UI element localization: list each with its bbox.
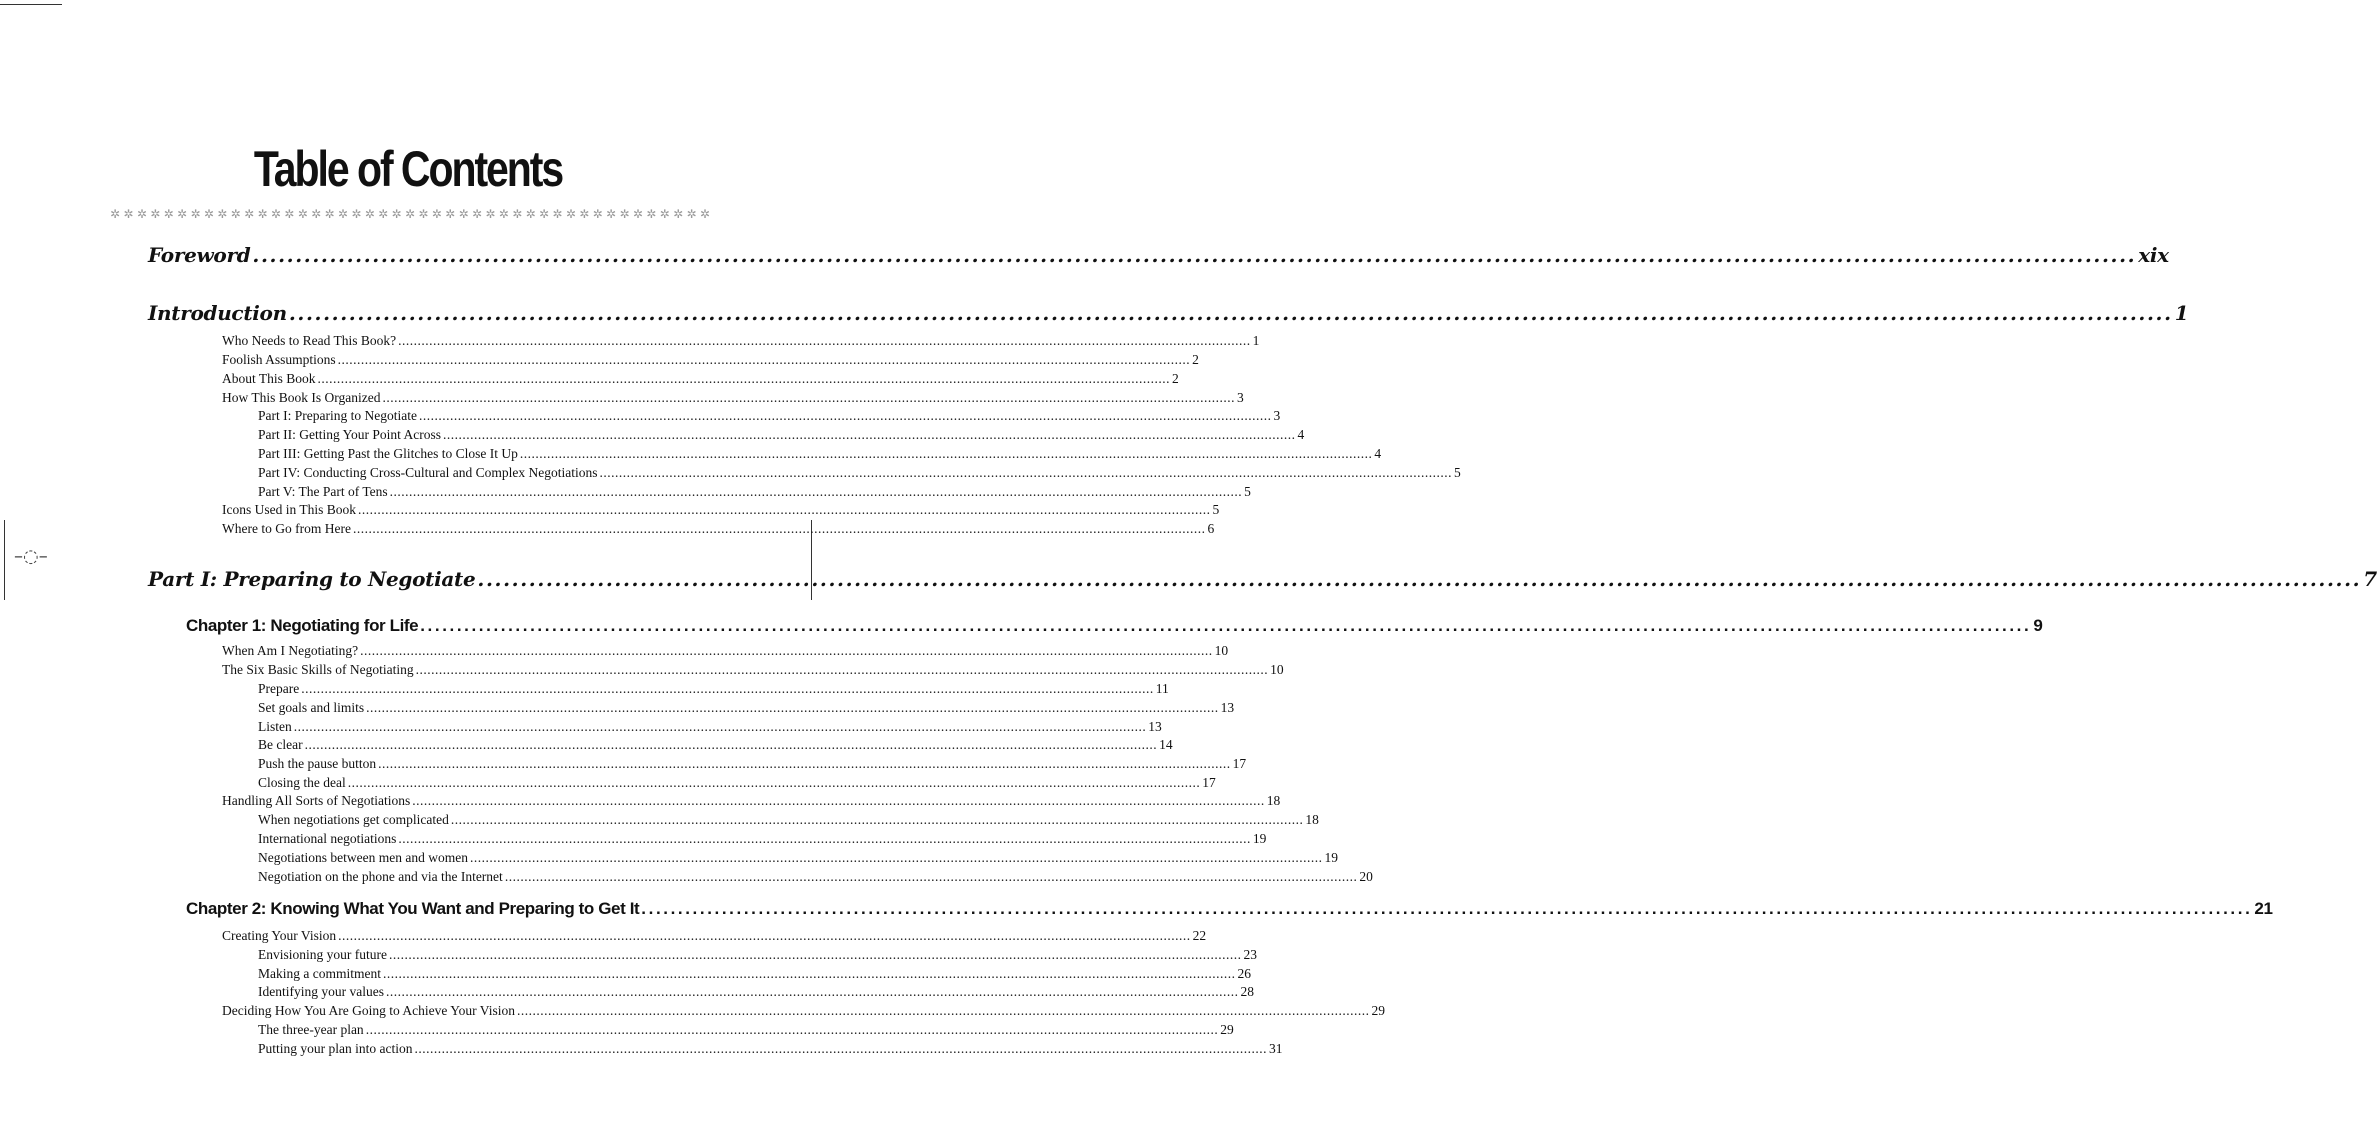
toc-entry-row[interactable] bbox=[222, 928, 1207, 946]
dot-leader: ............................................................................................................................................................................................................................ bbox=[358, 502, 1211, 517]
toc-major-row[interactable] bbox=[148, 567, 2377, 593]
toc-page-number: 21 bbox=[2254, 899, 2273, 918]
star-ornament-icon: ✲ bbox=[150, 207, 161, 221]
toc-entry-row[interactable] bbox=[222, 333, 1260, 351]
dot-leader: ............................................................................................................................................................................................................................ bbox=[420, 616, 2032, 635]
star-ornament-icon: ✲ bbox=[512, 207, 523, 221]
toc-entry-row[interactable] bbox=[222, 390, 1244, 408]
star-ornament-icon: ✲ bbox=[686, 207, 697, 221]
star-ornament-icon: ✲ bbox=[177, 207, 188, 221]
toc-page-number: 5 bbox=[1244, 484, 1251, 499]
toc-page-number: 7 bbox=[2363, 567, 2377, 591]
dot-leader: ............................................................................................................................................................................................................................ bbox=[477, 567, 2362, 591]
toc-entry-row[interactable] bbox=[222, 502, 1220, 520]
dot-leader: ............................................................................................................................................................................................................................ bbox=[504, 869, 1358, 884]
toc-page-number: 6 bbox=[1207, 521, 1215, 536]
toc-page-number: 5 bbox=[1212, 502, 1220, 517]
toc-entry-row[interactable] bbox=[258, 984, 1254, 1002]
dot-leader: ............................................................................................................................................................................................................................ bbox=[304, 737, 1158, 752]
toc-entry-row[interactable] bbox=[258, 947, 1257, 965]
toc-page-number: 29 bbox=[1371, 1003, 1385, 1018]
toc-label: Part II: Getting Your Point Across bbox=[258, 427, 442, 442]
toc-label: About This Book bbox=[222, 371, 316, 386]
toc-label: Negotiations between men and women bbox=[258, 850, 468, 865]
toc-label: Part V: The Part of Tens bbox=[258, 484, 388, 499]
toc-entry-row[interactable] bbox=[258, 408, 1281, 426]
star-ornament-icon: ✲ bbox=[110, 207, 121, 221]
toc-page-number: 18 bbox=[1305, 812, 1319, 827]
toc-entry-row[interactable] bbox=[222, 521, 1215, 539]
star-ornament-icon: ✲ bbox=[592, 207, 603, 221]
toc-page-number: 14 bbox=[1159, 737, 1173, 752]
toc-label: Foolish Assumptions bbox=[222, 352, 336, 367]
star-ornament-icon: ✲ bbox=[552, 207, 563, 221]
toc-page-number: 2 bbox=[1192, 352, 1199, 367]
toc-page-number: 11 bbox=[1155, 681, 1169, 696]
star-ornament-icon: ✲ bbox=[565, 207, 576, 221]
toc-label: Closing the deal bbox=[258, 775, 346, 790]
toc-page-number: 29 bbox=[1220, 1022, 1234, 1037]
star-ornament-icon: ✲ bbox=[284, 207, 295, 221]
toc-entry-row[interactable] bbox=[258, 446, 1382, 464]
toc-page-number: 10 bbox=[1270, 662, 1284, 677]
dot-leader: ............................................................................................................................................................................................................................ bbox=[641, 899, 2253, 918]
star-ornament-icon: ✲ bbox=[619, 207, 630, 221]
dot-leader: ............................................................................................................................................................................................................................ bbox=[388, 947, 1242, 962]
star-ornament-icon: ✲ bbox=[445, 207, 456, 221]
dot-leader: ............................................................................................................................................................................................................................ bbox=[385, 984, 1239, 999]
toc-entry-row[interactable] bbox=[258, 484, 1251, 502]
dot-leader: ............................................................................................................................................................................................................................ bbox=[337, 352, 1191, 367]
toc-entry-row[interactable] bbox=[222, 352, 1199, 370]
star-ornament-icon: ✲ bbox=[458, 207, 469, 221]
toc-entry-row[interactable] bbox=[258, 831, 1267, 849]
dot-leader: ............................................................................................................................................................................................................................ bbox=[516, 1003, 1370, 1018]
toc-page-number: 3 bbox=[1237, 390, 1244, 405]
toc-entry-row[interactable] bbox=[222, 793, 1281, 811]
toc-label: Push the pause button bbox=[258, 756, 377, 771]
star-ornament-icon: ✲ bbox=[378, 207, 389, 221]
toc-entry-row[interactable] bbox=[222, 371, 1179, 389]
toc-label: The Six Basic Skills of Negotiating bbox=[222, 662, 414, 677]
toc-entry-row[interactable] bbox=[258, 966, 1251, 984]
dot-leader: ............................................................................................................................................................................................................................ bbox=[398, 831, 1251, 846]
dot-leader: ............................................................................................................................................................................................................................ bbox=[360, 643, 1213, 658]
toc-label: How This Book Is Organized bbox=[222, 390, 381, 405]
page-title: Table of Contents bbox=[253, 141, 563, 197]
dot-leader: ............................................................................................................................................................................................................................ bbox=[352, 521, 1206, 536]
star-ornament-icon: ✲ bbox=[539, 207, 550, 221]
toc-entry-row[interactable] bbox=[258, 775, 1216, 793]
toc-entry-row[interactable] bbox=[258, 700, 1235, 718]
crop-mark-top-left bbox=[0, 4, 62, 5]
toc-label: Introduction bbox=[148, 301, 287, 325]
star-ornament-icon: ✲ bbox=[646, 207, 657, 221]
toc-label: Part IV: Conducting Cross-Cultural and Complex Negotiations bbox=[258, 465, 598, 480]
toc-page-number: 1 bbox=[1252, 333, 1260, 348]
crop-mark-left bbox=[4, 520, 5, 600]
star-ornament-icon: ✲ bbox=[471, 207, 483, 221]
toc-page-number: 5 bbox=[1453, 465, 1461, 480]
dot-leader: ............................................................................................................................................................................................................................ bbox=[288, 301, 2173, 325]
star-ornament-icon: ✲ bbox=[391, 207, 402, 221]
star-ornament-icon: ✲ bbox=[606, 207, 617, 221]
star-ornament-icon: ✲ bbox=[297, 207, 308, 221]
toc-major-row[interactable] bbox=[148, 301, 2189, 327]
toc-label: Chapter 2: Knowing What You Want and Preparing to Get It bbox=[186, 899, 640, 918]
toc-label: Chapter 1: Negotiating for Life bbox=[186, 616, 419, 635]
toc-label: Who Needs to Read This Book? bbox=[222, 333, 397, 348]
toc-entry-row[interactable] bbox=[258, 869, 1373, 887]
toc-page-number: 28 bbox=[1240, 984, 1254, 999]
toc-page-number: 9 bbox=[2033, 616, 2043, 635]
dot-leader: ............................................................................................................................................................................................................................ bbox=[519, 446, 1373, 461]
toc-page-number: 1 bbox=[2174, 301, 2189, 325]
toc-entry-row[interactable] bbox=[222, 643, 1229, 661]
star-ornament-icon: ✲ bbox=[230, 207, 241, 221]
dot-leader: ............................................................................................................................................................................................................................ bbox=[293, 719, 1147, 734]
toc-label: Listen bbox=[258, 719, 292, 734]
toc-entry-row[interactable] bbox=[258, 850, 1338, 868]
toc-chapter-row[interactable] bbox=[186, 616, 2043, 638]
dot-leader: ............................................................................................................................................................................................................................ bbox=[450, 812, 1304, 827]
toc-label: Deciding How You Are Going to Achieve Your Vision bbox=[222, 1003, 515, 1018]
star-ornament-icon: ✲ bbox=[404, 207, 415, 221]
dot-leader: ............................................................................................................................................................................................................................ bbox=[366, 700, 1219, 715]
star-ornament-icon: ✲ bbox=[270, 207, 281, 221]
decorative-star-rule bbox=[110, 206, 710, 222]
star-ornament-icon: ✲ bbox=[699, 207, 710, 221]
toc-label: Set goals and limits bbox=[258, 700, 365, 715]
toc-page-number: 20 bbox=[1359, 869, 1373, 884]
toc-page-number: 3 bbox=[1273, 408, 1281, 423]
star-ornament-icon: ✲ bbox=[525, 207, 536, 221]
toc-entry-row[interactable] bbox=[258, 719, 1162, 737]
toc-label: Identifying your values bbox=[258, 984, 384, 999]
toc-page-number: 19 bbox=[1324, 850, 1338, 865]
dot-leader: ............................................................................................................................................................................................................................ bbox=[443, 427, 1296, 442]
star-ornament-icon: ✲ bbox=[498, 207, 509, 221]
dot-leader: ............................................................................................................................................................................................................................ bbox=[389, 484, 1243, 499]
toc-page-number: 17 bbox=[1202, 775, 1216, 790]
toc-label: Icons Used in This Book bbox=[222, 502, 356, 517]
dot-leader: ............................................................................................................................................................................................................................ bbox=[301, 681, 1154, 696]
toc-label: Putting your plan into action bbox=[258, 1041, 413, 1056]
toc-label: The three-year plan bbox=[258, 1022, 364, 1037]
toc-entry-row[interactable] bbox=[222, 1003, 1385, 1021]
star-ornament-icon: ✲ bbox=[579, 207, 590, 221]
toc-label: Where to Go from Here bbox=[222, 521, 351, 536]
toc-page-number: 13 bbox=[1220, 700, 1235, 715]
star-ornament-icon: ✲ bbox=[217, 207, 228, 221]
toc-label: Prepare bbox=[258, 681, 300, 696]
toc-page-number: 13 bbox=[1148, 719, 1162, 734]
star-ornament-icon: ✲ bbox=[311, 207, 322, 221]
star-ornament-icon: ✲ bbox=[364, 207, 375, 221]
toc-page-number: 17 bbox=[1232, 756, 1247, 771]
toc-page-number: 23 bbox=[1243, 947, 1257, 962]
toc-entry-row[interactable] bbox=[258, 427, 1305, 445]
toc-page-number: 4 bbox=[1374, 446, 1382, 461]
dot-leader: ............................................................................................................................................................................................................................ bbox=[414, 1041, 1267, 1056]
star-ornament-icon: ✲ bbox=[431, 207, 442, 221]
toc-page-number: xix bbox=[2138, 243, 2169, 267]
toc-chapter-row[interactable] bbox=[186, 899, 2273, 921]
star-ornament-icon: ✲ bbox=[337, 207, 348, 221]
dot-leader: ............................................................................................................................................................................................................................ bbox=[365, 1022, 1219, 1037]
toc-label: Part III: Getting Past the Glitches to Close It Up bbox=[258, 446, 518, 461]
star-ornament-icon: ✲ bbox=[163, 207, 174, 221]
star-ornament-icon: ✲ bbox=[673, 207, 684, 221]
dot-leader: ............................................................................................................................................................................................................................ bbox=[418, 408, 1272, 423]
dot-leader: ............................................................................................................................................................................................................................ bbox=[398, 333, 1251, 348]
star-ornament-icon: ✲ bbox=[244, 207, 255, 221]
toc-page-number: 10 bbox=[1214, 643, 1229, 658]
toc-page-number: 26 bbox=[1237, 966, 1251, 981]
star-ornament-icon: ✲ bbox=[190, 207, 201, 221]
toc-entry-row[interactable] bbox=[258, 756, 1247, 774]
dot-leader: ............................................................................................................................................................................................................................ bbox=[382, 390, 1235, 405]
toc-label: Negotiation on the phone and via the Internet bbox=[258, 869, 503, 884]
star-ornament-icon: ✲ bbox=[351, 207, 362, 221]
toc-entry-row[interactable] bbox=[258, 465, 1461, 483]
toc-label: Foreword bbox=[148, 243, 251, 267]
toc-entry-row[interactable] bbox=[258, 737, 1173, 755]
dot-leader: ............................................................................................................................................................................................................................ bbox=[599, 465, 1452, 480]
toc-label: When Am I Negotiating? bbox=[222, 643, 359, 658]
toc-page-number: 4 bbox=[1297, 427, 1305, 442]
toc-page-number: 18 bbox=[1266, 793, 1281, 808]
toc-entry-row[interactable] bbox=[258, 1041, 1283, 1059]
star-ornament-icon: ✲ bbox=[418, 207, 429, 221]
toc-label: When negotiations get complicated bbox=[258, 812, 449, 827]
dot-leader: ............................................................................................................................................................................................................................ bbox=[252, 243, 2137, 267]
toc-major-row[interactable] bbox=[148, 243, 2169, 269]
dot-leader: ............................................................................................................................................................................................................................ bbox=[338, 928, 1191, 943]
dot-leader: ............................................................................................................................................................................................................................ bbox=[415, 662, 1269, 677]
star-ornament-icon: ✲ bbox=[485, 207, 496, 221]
dot-leader: ............................................................................................................................................................................................................................ bbox=[382, 966, 1236, 981]
toc-label: Be clear bbox=[258, 737, 303, 752]
star-ornament-icon: ✲ bbox=[659, 207, 670, 221]
toc-label: Creating Your Vision bbox=[222, 928, 337, 943]
toc-page-number: 19 bbox=[1252, 831, 1267, 846]
dot-leader: ............................................................................................................................................................................................................................ bbox=[469, 850, 1323, 865]
toc-entry-row[interactable] bbox=[258, 681, 1169, 699]
toc-page-number: 31 bbox=[1269, 1041, 1283, 1056]
dot-leader: ............................................................................................................................................................................................................................ bbox=[412, 793, 1265, 808]
toc-label: International negotiations bbox=[258, 831, 397, 846]
star-ornament-icon: ✲ bbox=[257, 207, 268, 221]
toc-page-number: 2 bbox=[1172, 371, 1179, 386]
toc-label: Handling All Sorts of Negotiations bbox=[222, 793, 411, 808]
registration-mark-icon: –◌– bbox=[14, 546, 48, 567]
toc-label: Envisioning your future bbox=[258, 947, 387, 962]
star-ornament-icon: ✲ bbox=[324, 207, 335, 221]
dot-leader: ............................................................................................................................................................................................................................ bbox=[378, 756, 1231, 771]
toc-label: Part I: Preparing to Negotiate bbox=[148, 567, 476, 591]
toc-page-number: 22 bbox=[1192, 928, 1207, 943]
star-ornament-icon: ✲ bbox=[632, 207, 643, 221]
toc-entry-row[interactable] bbox=[258, 812, 1319, 830]
star-ornament-icon: ✲ bbox=[123, 207, 134, 221]
dot-leader: ............................................................................................................................................................................................................................ bbox=[317, 371, 1171, 386]
toc-entry-row[interactable] bbox=[222, 662, 1284, 680]
dot-leader: ............................................................................................................................................................................................................................ bbox=[347, 775, 1201, 790]
toc-entry-row[interactable] bbox=[258, 1022, 1234, 1040]
star-ornament-icon: ✲ bbox=[203, 207, 214, 221]
star-ornament-icon: ✲ bbox=[136, 207, 147, 221]
toc-label: Part I: Preparing to Negotiate bbox=[258, 408, 417, 423]
toc-label: Making a commitment bbox=[258, 966, 381, 981]
